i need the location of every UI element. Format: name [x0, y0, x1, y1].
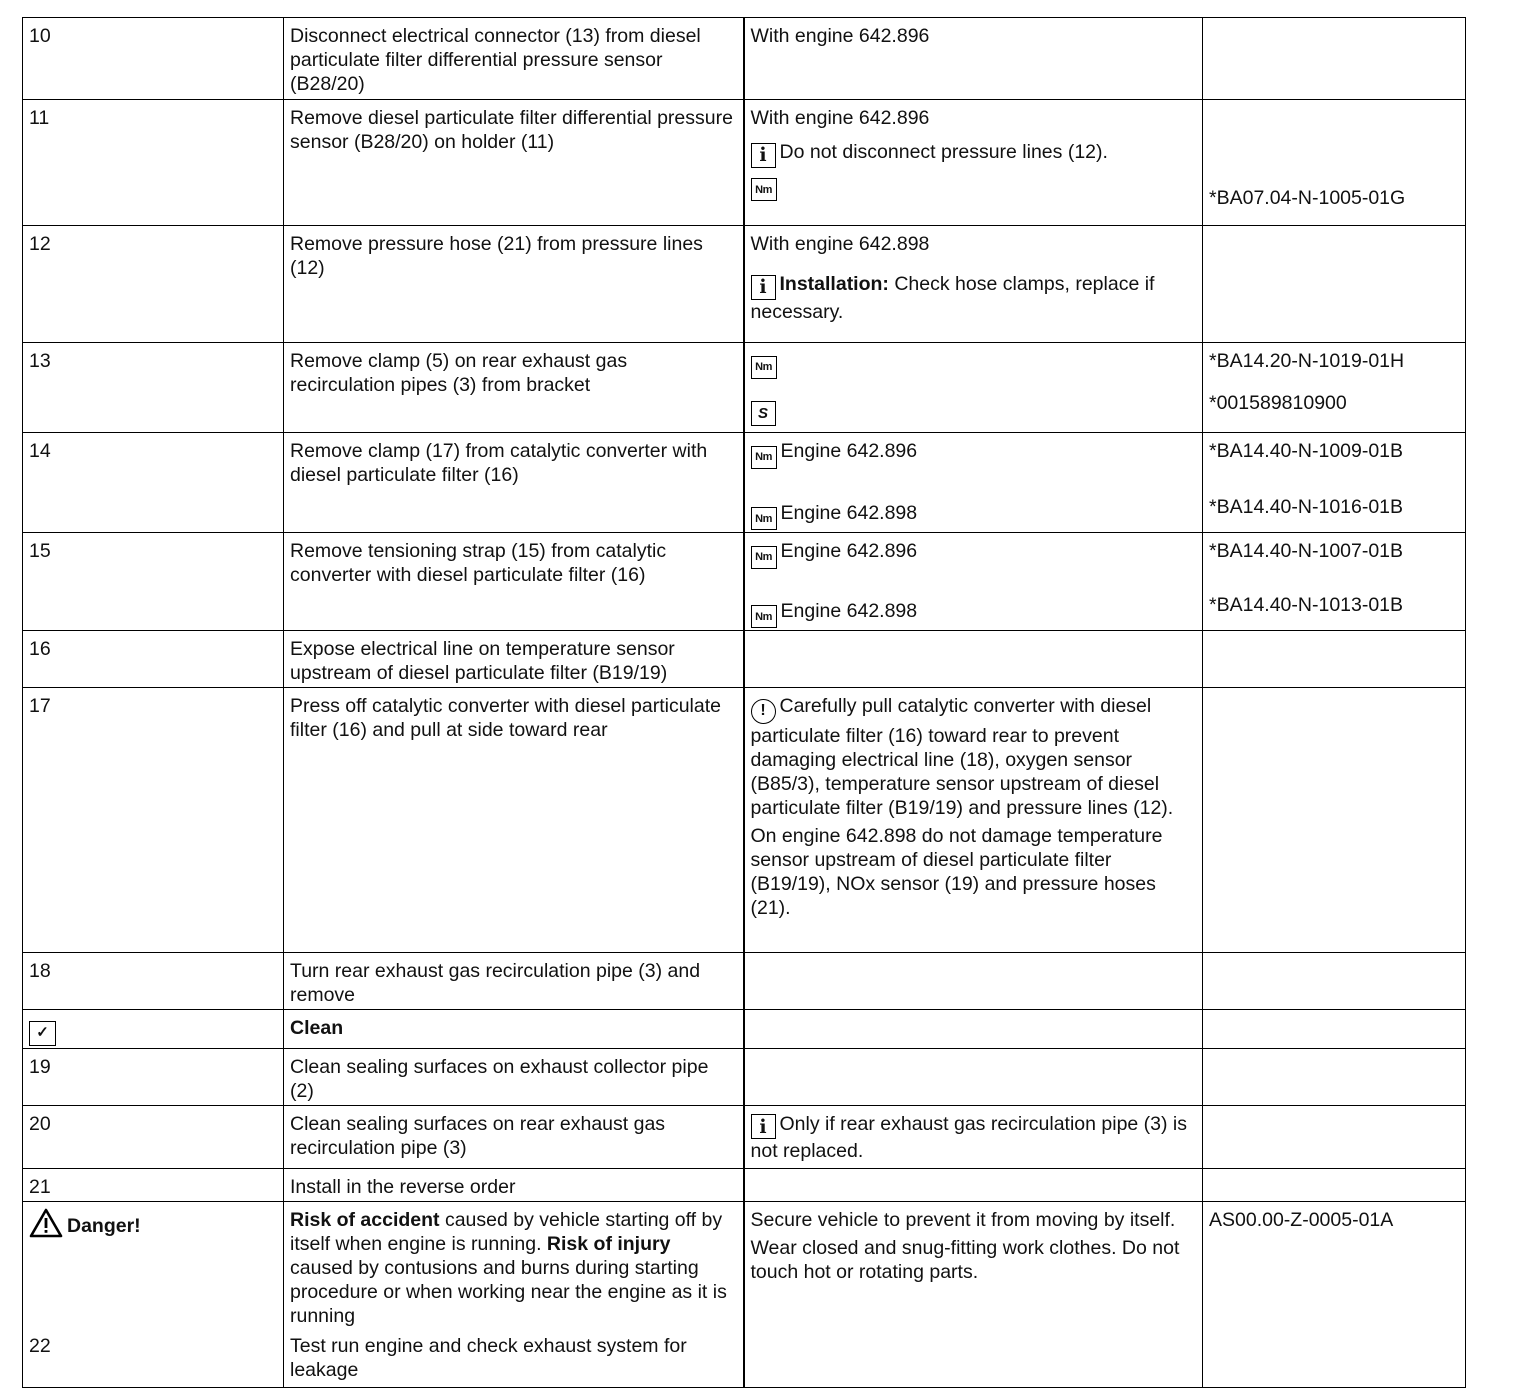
- step-number: 14: [23, 433, 284, 533]
- reference-code: *BA14.20-N-1019-01H: [1209, 350, 1405, 372]
- step-action: Remove diesel particulate filter differential pressure sensor (B28/20) on holder (11): [284, 100, 744, 226]
- engine-label: Engine 642.896: [780, 440, 918, 462]
- step-reference: [1203, 953, 1466, 1010]
- step-number: 15: [23, 533, 284, 631]
- step-note: [744, 1048, 1203, 1105]
- table-row: [23, 1105, 1466, 1168]
- step-action: Remove pressure hose (21) from pressure lines (12): [284, 226, 744, 343]
- info-icon: i: [751, 275, 776, 300]
- step-action: Clean sealing surfaces on exhaust collector pipe (2): [284, 1048, 744, 1105]
- table-row: [23, 100, 1466, 226]
- step-22-number: 22: [29, 1334, 51, 1357]
- step-note: [744, 953, 1203, 1010]
- risk-injury-bold: Risk of injury: [546, 1232, 671, 1255]
- step-action: Turn rear exhaust gas recirculation pipe (3) and remove: [284, 953, 744, 1010]
- step-reference: [1203, 533, 1466, 631]
- step-number: 17: [23, 688, 284, 953]
- step-note: [744, 533, 1203, 631]
- step-note: [744, 1168, 1203, 1201]
- step-reference: [1203, 1048, 1466, 1105]
- step-note: [744, 1201, 1203, 1387]
- notice-text: Carefully pull catalytic converter with diesel particulate filter (16) toward rear to prevent damaging electrical line (18), oxygen sensor (B85/3), temperature sensor upstream of diesel particulate filter (B19/19) and pressure lines (12).: [750, 695, 1174, 819]
- info-icon: i: [751, 1114, 776, 1139]
- step-number: 16: [23, 631, 284, 688]
- warning-triangle-icon: [29, 1208, 63, 1238]
- risk-accident-bold: Risk of accident: [290, 1208, 440, 1231]
- engine-label: Engine 642.898: [780, 599, 918, 622]
- table-row: [23, 1201, 1466, 1387]
- table-row: [23, 343, 1466, 433]
- reference-code: AS00.00-Z-0005-01A: [1209, 1208, 1394, 1231]
- engine-label: Engine 642.896: [780, 540, 918, 562]
- step-note: [744, 343, 1203, 433]
- step-reference: [1203, 688, 1466, 953]
- reference-code: *BA14.40-N-1016-01B: [1209, 496, 1404, 518]
- step-note: [744, 1010, 1203, 1049]
- danger-measure: Wear closed and snug-fitting work clothes. Do not touch hot or rotating parts.: [750, 1236, 1180, 1283]
- engine-note: With engine 642.896: [750, 107, 930, 129]
- step-number: 10: [23, 18, 284, 100]
- reference-code: *BA14.40-N-1013-01B: [1209, 594, 1404, 616]
- section-title: [284, 1010, 744, 1049]
- info-note: [751, 272, 1196, 324]
- step-number: 21: [23, 1168, 284, 1201]
- step-number: 11: [23, 100, 284, 226]
- danger-label: [29, 1208, 276, 1238]
- reference-code: *BA07.04-N-1005-01G: [1209, 187, 1406, 209]
- step-reference: [1203, 1201, 1466, 1387]
- engine-label: Engine 642.898: [780, 501, 918, 524]
- step-reference: [1203, 1010, 1466, 1049]
- table-row: [23, 533, 1466, 631]
- risk-accident-text: caused by vehicle starting off by itself when engine is running.: [290, 1208, 723, 1255]
- special-tool-icon: S: [751, 401, 776, 426]
- step-reference: [1203, 343, 1466, 433]
- engine-caution: On engine 642.898 do not damage temperature sensor upstream of diesel particulate filter (B19/19), NOx sensor (19) and pressure hoses (21).: [750, 824, 1163, 919]
- table-row: [23, 953, 1466, 1010]
- step-number: 12: [23, 226, 284, 343]
- torque-nm-icon: Nm: [751, 356, 777, 379]
- step-note: [744, 1105, 1203, 1168]
- step-action: Remove tensioning strap (15) from catalytic converter with diesel particulate filter (16): [284, 533, 744, 631]
- info-text: Only if rear exhaust gas recirculation pipe (3) is not replaced.: [750, 1112, 1188, 1162]
- reference-code: *BA14.40-N-1009-01B: [1209, 440, 1404, 462]
- torque-nm-icon: Nm: [751, 507, 777, 530]
- step-reference: [1203, 1105, 1466, 1168]
- step-number: [23, 1010, 284, 1049]
- step-number: [23, 1201, 284, 1387]
- table-row: [23, 18, 1466, 100]
- engine-note: With engine 642.898: [750, 233, 930, 255]
- info-text: Check hose clamps, replace if necessary.: [750, 273, 1155, 323]
- table-row: [23, 1048, 1466, 1105]
- table-row: [23, 226, 1466, 343]
- reference-code: *BA14.40-N-1007-01B: [1209, 540, 1404, 562]
- torque-nm-icon: Nm: [751, 446, 777, 469]
- step-action: Clean sealing surfaces on rear exhaust gas recirculation pipe (3): [284, 1105, 744, 1168]
- step-number: 19: [23, 1048, 284, 1105]
- section-title-text: Clean: [290, 1017, 344, 1039]
- step-reference: [1203, 1168, 1466, 1201]
- step-note: [744, 100, 1203, 226]
- step-note: [744, 433, 1203, 533]
- danger-measure: Secure vehicle to prevent it from moving by itself.: [750, 1208, 1176, 1231]
- step-reference: [1203, 631, 1466, 688]
- step-note: With engine 642.896: [744, 18, 1203, 100]
- step-number: 18: [23, 953, 284, 1010]
- notice-icon: !: [751, 699, 776, 724]
- step-action: Remove clamp (5) on rear exhaust gas recirculation pipes (3) from bracket: [284, 343, 744, 433]
- danger-risks: [290, 1208, 736, 1328]
- step-note: [744, 226, 1203, 343]
- work-instruction-table: [22, 17, 1466, 1388]
- step-action: Disconnect electrical connector (13) from diesel particulate filter differential pressure sensor (B28/20): [284, 18, 744, 100]
- table-row: [23, 1010, 1466, 1049]
- risk-injury-text: caused by contusions and burns during starting procedure or when working near the engine as it is running: [290, 1256, 727, 1327]
- info-note: [751, 140, 1196, 168]
- clean-icon: ✓: [29, 1021, 56, 1046]
- step-reference: [1203, 100, 1466, 226]
- table-row: [23, 433, 1466, 533]
- step-reference: [1203, 433, 1466, 533]
- step-number: 13: [23, 343, 284, 433]
- reference-code: *001589810900: [1209, 392, 1347, 414]
- torque-nm-icon: Nm: [751, 178, 777, 201]
- step-note: [744, 688, 1203, 953]
- table-row: [23, 1168, 1466, 1201]
- notice-note: [751, 694, 1196, 820]
- info-text: Do not disconnect pressure lines (12).: [779, 141, 1108, 163]
- step-action: [284, 1201, 744, 1387]
- info-bold: Installation:: [779, 273, 889, 295]
- step-action: Press off catalytic converter with diesel particulate filter (16) and pull at side toward rear: [284, 688, 744, 953]
- step-reference: [1203, 18, 1466, 100]
- table-row: [23, 631, 1466, 688]
- torque-nm-icon: Nm: [751, 546, 777, 569]
- step-number: 20: [23, 1105, 284, 1168]
- step-22-action: Test run engine and check exhaust system for leakage: [290, 1334, 687, 1381]
- torque-nm-icon: Nm: [751, 605, 777, 628]
- step-action: Install in the reverse order: [284, 1168, 744, 1201]
- info-note: [751, 1112, 1196, 1164]
- step-action: Expose electrical line on temperature sensor upstream of diesel particulate filter (B19/19): [284, 631, 744, 688]
- step-note: [744, 631, 1203, 688]
- danger-text: Danger!: [67, 1214, 141, 1237]
- info-icon: i: [751, 143, 776, 168]
- table-row: [23, 688, 1466, 953]
- step-action: Remove clamp (17) from catalytic converter with diesel particulate filter (16): [284, 433, 744, 533]
- step-reference: [1203, 226, 1466, 343]
